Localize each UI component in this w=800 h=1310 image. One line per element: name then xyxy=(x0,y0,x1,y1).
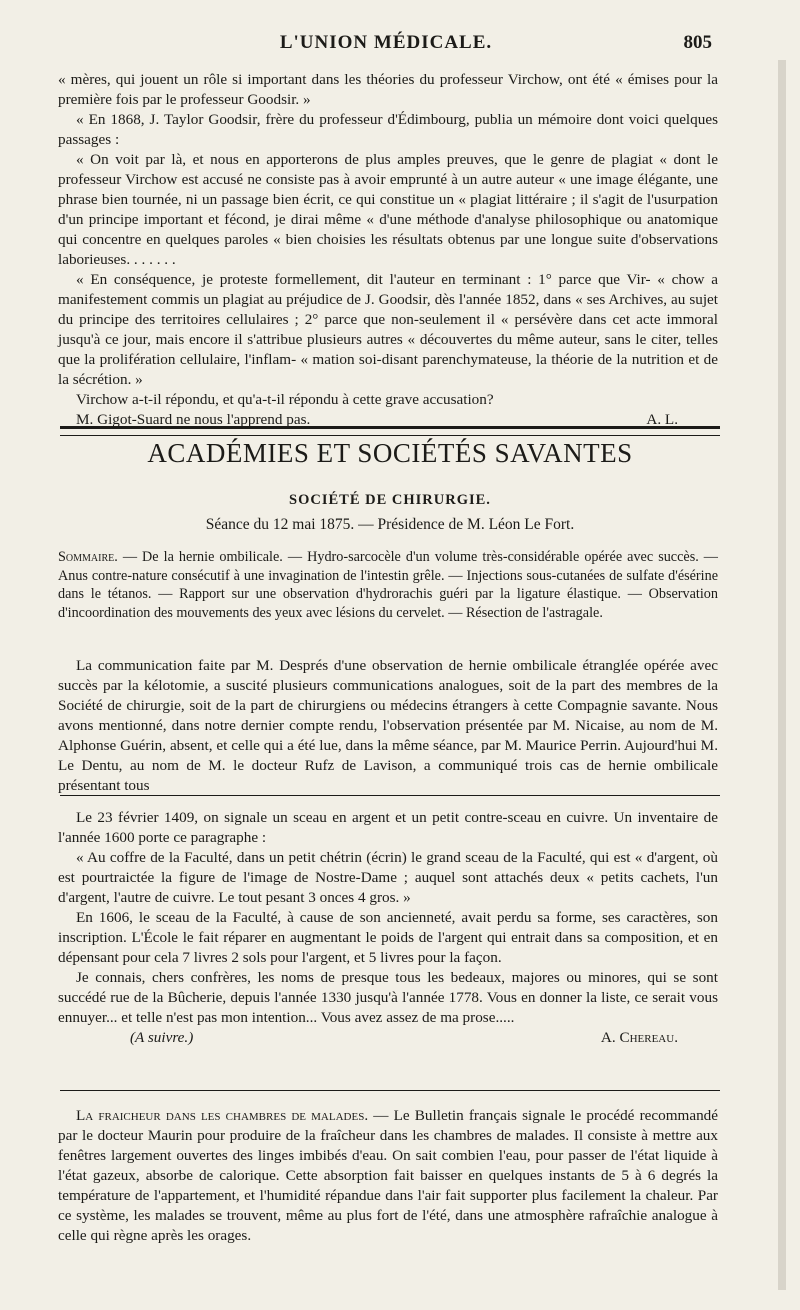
journal-title: L'UNION MÉDICALE. xyxy=(279,32,493,53)
fraicheur-article xyxy=(58,1106,718,1246)
article-goodsir xyxy=(58,70,718,430)
paragraph: « En 1868, J. Taylor Goodsir, frère du professeur d'Édimbourg, publia un mémoire dont voici quelques passages : xyxy=(58,111,718,148)
feuilleton-divider xyxy=(60,795,720,796)
quote-paragraph: « Au coffre de la Faculté, dans un petit chétrin (écrin) le grand sceau de la Faculté, qui est « d'argent, où est pourtraictée la figure de l'image de Nostre-Dame ; auquel sont attachés deux « petits cachets, l'un d'argent, l'autre de cuivre. Le tout pesant 3 onces 4 gros. » xyxy=(58,849,718,906)
page-number: 805 xyxy=(683,32,712,53)
sommaire-text: — De la hernie ombilicale. — Hydro-sarcocèle d'un volume très-considérable opérée avec succès. — Anus contre-nature consécutif à une invagination de l'intestin grêle. — Injections sous-cutanées de sulfate d'ésérine dans le tétanos. — Rapport sur une observation d'hydrorachis guéri par la ligature élastique. — Observation d'incoordination des mouvements des yeux avec lésions du cervelet. — Résection de l'astragale. xyxy=(58,549,718,621)
quote-paragraph: « On voit par là, et nous en apporterons de plus amples preuves, que le genre de plagiat « dont le professeur Virchow est accusé ne consiste pas à avoir emprunté à un autre auteur « une image élégante, une phrase bien tournée, ni un passage bien écrit, ce qui constitue un « plagiat littéraire ; il s'agit de l'usurpation d'un principe important et fécond, je dirai même « d'une méthode d'analyse philosophique ou anatomique qui concentre en quelques paroles « bien choisies les résultats obtenus par une longue suite d'observations laborieuses. . . . . . . xyxy=(58,151,718,268)
section-divider xyxy=(60,426,720,436)
seance-body xyxy=(58,656,718,796)
feuilleton xyxy=(58,808,718,1048)
paragraph xyxy=(58,1106,718,1246)
section-heading: ACADÉMIES ET SOCIÉTÉS SAVANTES xyxy=(147,438,633,468)
society-title: SOCIÉTÉ DE CHIRURGIE. xyxy=(289,492,491,508)
page-edge xyxy=(778,60,786,1290)
signature: A. L. xyxy=(646,411,678,428)
quote-paragraph: « En conséquence, je proteste formellement, dit l'auteur en terminant : 1° parce que Vir- « chow a manifestement commis un plagiat au préjudice de J. Goodsir, dès l'année 1852, dans « ses Archives, au sujet du principe des territoires cellulaires ; 2° parce que non-seulement il « persévère dans cet acte immoral jusqu'à ce jour, mais encore il s'attribue plusieurs autres « découvertes du même auteur, sans le citer, telles que la prolifération cellulaire, l'inflam- « mation soi-disant parenchymateuse, la théorie de la nutrition et de la sécrétion. » xyxy=(58,271,718,388)
closing-text: M. Gigot-Suard ne nous l'apprend pas. xyxy=(76,411,311,428)
article-divider xyxy=(60,1090,720,1091)
feuilleton-footer xyxy=(58,1028,718,1048)
signature: A. Chereau. xyxy=(600,1029,678,1046)
sommaire-block xyxy=(58,548,718,622)
fraicheur-label: La fraicheur dans les chambres de malades. xyxy=(76,1107,369,1124)
running-header xyxy=(60,28,712,58)
seance-line: Séance du 12 mai 1875. — Présidence de M. Léon Le Fort. xyxy=(205,516,575,533)
fraicheur-text: — Le Bulletin français signale le procédé recommandé par le docteur Maurin pour produire de la fraîcheur dans les chambres de malades. Il consiste à mettre aux fenêtres largement ouvertes des linges imbibés d'eau. On sait combien l'eau, pour passer de l'état liquide à l'état gazeux, absorbe de calorique. Cette absorption fait baisser en quelques instants de 5 à 6 degrés la température de l'appartement, et l'humidité répandue dans l'air fait supporter plus facilement la chaleur. Par ce système, les malades se trouvent, même au plus fort de l'été, dans une atmosphère rafraîchie analogue à celle qui règne après les orages. xyxy=(58,1107,719,1244)
paragraph: En 1606, le sceau de la Faculté, à cause de son ancienneté, avait perdu sa forme, ses caractères, son inscription. L'École le fait réparer en augmentant le poids de l'argent qui entrait dans sa composition, et en dépensant pour cela 7 livres 2 sols pour l'argent, et 5 livres pour la façon. xyxy=(58,909,718,966)
sommaire xyxy=(58,548,718,622)
paragraph: Virchow a-t-il répondu, et qu'a-t-il répondu à cette grave accusation? xyxy=(76,391,494,408)
sommaire-label: Sommaire. xyxy=(58,549,118,565)
paragraph: « mères, qui jouent un rôle si important dans les théories du professeur Virchow, ont été « émises pour la première fois par le professeur Goodsir. » xyxy=(58,71,718,108)
paragraph: Je connais, chers confrères, les noms de presque tous les bedeaux, majores ou minores, qui se sont succédé rue de la Bûcherie, depuis l'année 1330 jusqu'à l'année 1778. Vous en donner la liste, ce serait vous ennuyer... et telle n'est pas mon intention... Vous avez assez de ma prose..... xyxy=(58,969,718,1026)
a-suivre: (A suivre.) xyxy=(130,1029,194,1046)
paragraph: La communication faite par M. Després d'une observation de hernie ombilicale étranglée opérée avec succès par la kélotomie, a suscité plusieurs communications analogues, soit de la part des membres de la Société de chirurgie, soit de la part de chirurgiens ou médecins étrangers à cette Compagnie savante. Nous avons mentionné, dans notre dernier compte rendu, l'observation présentée par M. Nicaise, au nom de M. Alphonse Guérin, absent, et celle qui a été lue, dans la même séance, par M. Maurice Perrin. Aujourd'hui M. Le Dentu, au nom de M. le docteur Rufz de Lavison, a communiqué trois cas de hernie ombilicale présentant tous xyxy=(58,657,718,794)
paragraph: Le 23 février 1409, on signale un sceau en argent et un petit contre-sceau en cuivre. Un inventaire de l'année 1600 porte ce paragraphe : xyxy=(58,809,718,846)
